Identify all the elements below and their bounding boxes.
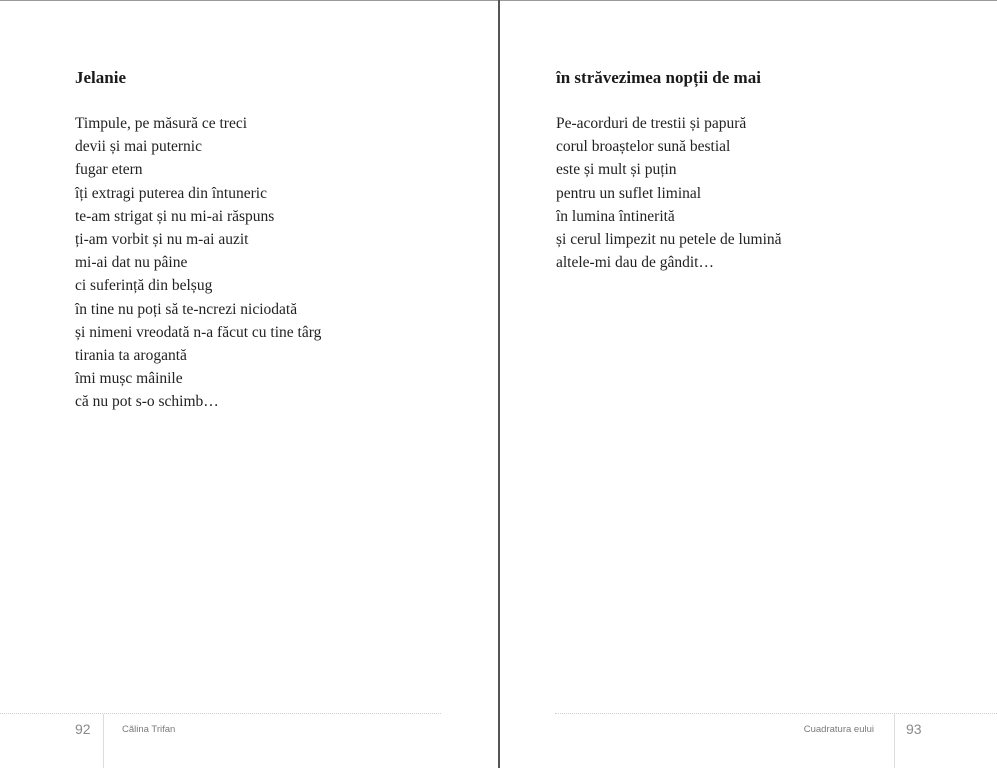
- footer-divider: [0, 713, 441, 714]
- poem-line: și nimeni vreodată n-a făcut cu tine târg: [75, 323, 322, 341]
- poem-line: corul broaștelor sună bestial: [556, 138, 731, 156]
- poem-line: este și mult și puțin: [556, 161, 677, 179]
- poem-line: altele-mi dau de gândit…: [556, 254, 714, 272]
- poem-line: te-am strigat și nu mi-ai răspuns: [75, 207, 275, 225]
- poem-line: Timpule, pe măsură ce treci: [75, 115, 248, 132]
- poem-title: în străvezimea nopții de mai: [556, 68, 761, 87]
- poem-title: Jelanie: [75, 68, 126, 87]
- left-page: [0, 0, 498, 768]
- running-head-book-title: Cuadratura eului: [803, 724, 874, 735]
- page-number: 92: [75, 721, 91, 737]
- poem-body: [556, 112, 782, 274]
- poem-line: mi-ai dat nu pâine: [75, 254, 188, 272]
- footer-divider: [555, 713, 997, 714]
- poem-line: și cerul limpezit nu petele de lumină: [556, 230, 782, 248]
- right-page: [500, 0, 997, 768]
- running-head-author: Călina Trifan: [122, 724, 176, 735]
- page-number: 93: [906, 721, 922, 737]
- poem-line: devii și mai puternic: [75, 138, 202, 156]
- poem-line: în tine nu poți să te-ncrezi niciodată: [75, 300, 298, 318]
- poem-line: că nu pot s-o schimb…: [75, 393, 219, 411]
- footer-separator: [894, 714, 895, 768]
- poem-line: îți extragi puterea din întuneric: [75, 184, 267, 202]
- poem-line: în lumina întinerită: [556, 207, 675, 225]
- poem-line: fugar etern: [75, 161, 143, 179]
- poem-line: îmi mușc mâinile: [75, 370, 183, 388]
- poem-line: ci suferință din belșug: [75, 277, 213, 295]
- poem-body: [75, 112, 321, 413]
- poem-line: Pe-acorduri de trestii și papură: [556, 115, 747, 132]
- poem-line: tirania ta arogantă: [75, 346, 187, 364]
- footer-separator: [103, 714, 104, 768]
- poem-line: ți-am vorbit și nu m-ai auzit: [75, 230, 249, 248]
- poem-line: pentru un suflet liminal: [556, 184, 702, 202]
